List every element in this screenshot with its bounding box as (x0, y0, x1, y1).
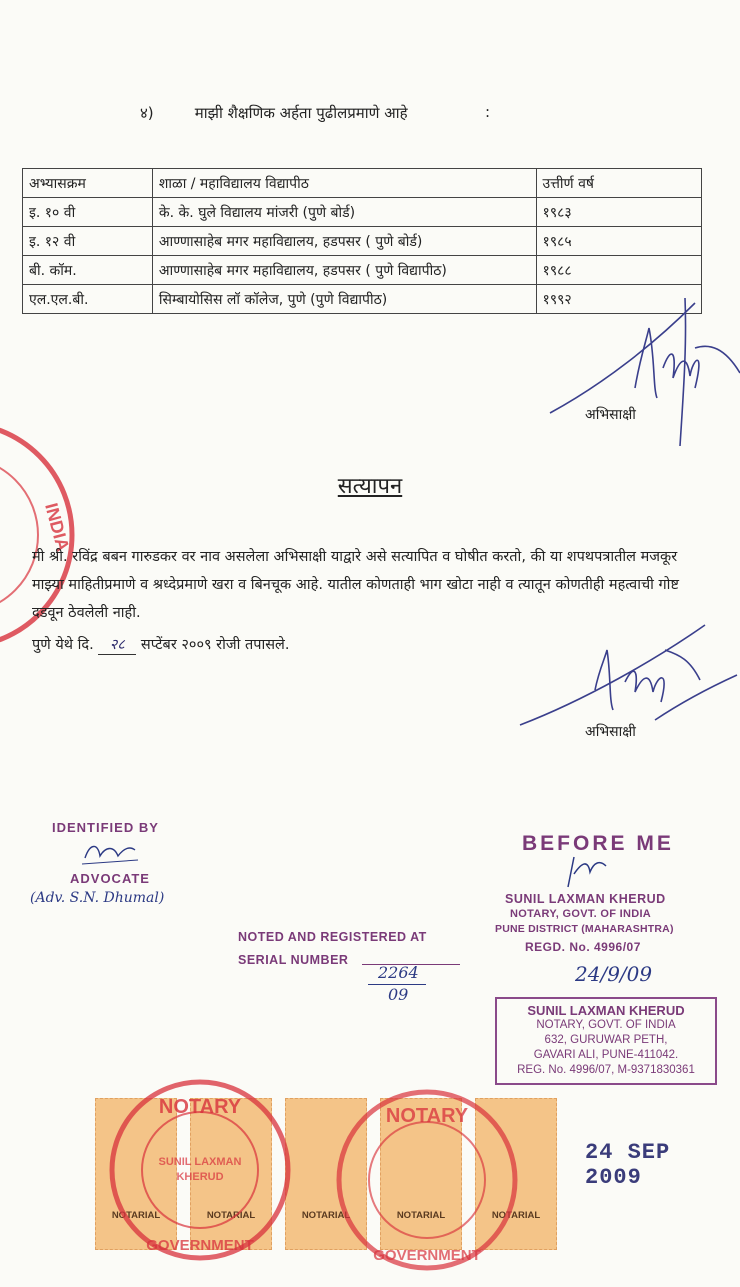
handwritten-day: २८ (98, 634, 136, 655)
signature-2 (515, 620, 740, 735)
notary-box-name: SUNIL LAXMAN KHERUD (527, 1003, 685, 1018)
notary-regd: REGD. No. 4996/07 (525, 940, 641, 954)
column-header-institution: शाळा / महाविद्यालय विद्यापीठ (152, 169, 536, 198)
notarial-stamp: NOTARIAL (285, 1098, 367, 1250)
cell-year: १९९२ (536, 285, 701, 314)
svg-text:SUNIL LAXMAN: SUNIL LAXMAN (158, 1156, 242, 1168)
notary-box-line4: REG. No. 4996/07, M-9371830361 (517, 1064, 695, 1076)
notarial-stamp: NOTARIAL (380, 1098, 462, 1250)
notary-seal-2 (335, 1080, 520, 1280)
svg-text:KHERUD: KHERUD (176, 1171, 224, 1183)
cell-course: बी. कॉम. (23, 256, 153, 285)
svg-text:NOTARY: NOTARY (385, 1105, 469, 1127)
svg-text:GOVERNMENT: GOVERNMENT (146, 1237, 254, 1254)
notary-box-line2: 632, GURUWAR PETH, (544, 1034, 668, 1046)
section-number: ४) (140, 104, 154, 122)
signature-1 (545, 288, 740, 448)
section-heading (140, 103, 491, 123)
notarial-stamp: NOTARIAL (95, 1098, 177, 1250)
noted-registered-label: NOTED AND REGISTERED AT (238, 930, 427, 944)
cell-course: एल.एल.बी. (23, 285, 153, 314)
notary-signature (560, 852, 610, 892)
advocate-signature (80, 838, 140, 868)
cell-institution: सिम्बायोसिस लॉ कॉलेज, पुणे (पुणे विद्यापीठ) (152, 285, 536, 314)
cell-year: १९८८ (536, 256, 701, 285)
advocate-label: ADVOCATE (70, 871, 150, 886)
notary-box-line1: NOTARY, GOVT. OF INDIA (536, 1019, 676, 1031)
cell-course: इ. १० वी (23, 198, 153, 227)
date-stamp: 24 SEP 2009 (585, 1140, 671, 1190)
svg-text:NOTARY: NOTARY (158, 1096, 242, 1118)
table-row (23, 227, 702, 256)
svg-text:GOVERNMENT: GOVERNMENT (373, 1247, 481, 1264)
place-prefix: पुणे येथे दि. (32, 637, 94, 653)
section-heading-text: माझी शैक्षणिक अर्हता पुढीलप्रमाणे आहे (194, 104, 408, 122)
signature-2-label: अभिसाक्षी (585, 724, 636, 740)
serial-handwritten-bottom: 09 (388, 985, 409, 1004)
cell-institution: आण्णासाहेब मगर महाविद्यालय, हडपसर ( पुणे विद्यापीठ) (152, 256, 536, 285)
verification-paragraph: मी श्री. रविंद्र बबन गारुडकर वर नाव असलेला अभिसाक्षी याद्वारे असे सत्यापित व घोषीत करतो, की या शपथपत्रातील मजकूर माझ्या माहितीप्रमाणे व श्रध्देप्रमाणे खरा व बिनचूक आहे. यातील कोणताही भाग खोटा नाही व त्यातून कोणतीही महत्वाची गोष्ट दडवून ठेवलेली नाही. (32, 549, 679, 621)
verification-title: सत्यापन (337, 474, 403, 499)
notary-seal-1 (105, 1075, 305, 1275)
table-header-row (23, 169, 702, 198)
notary-box-line3: GAVARI ALI, PUNE-411042. (533, 1049, 679, 1061)
serial-handwritten-top: 2264 (378, 963, 419, 982)
verification-place-date (32, 634, 289, 655)
notarial-stamp: NOTARIAL (190, 1098, 272, 1250)
before-me-label: BEFORE ME (522, 832, 674, 855)
notary-address-stamp (495, 997, 717, 1085)
notary-govt: NOTARY, GOVT. OF INDIA (510, 908, 652, 920)
advocate-name: (Adv. S.N. Dhumal) (30, 890, 165, 906)
signature-1-label: अभिसाक्षी (585, 407, 636, 423)
table-row (23, 256, 702, 285)
notary-handwritten-date: 24/9/09 (575, 962, 653, 986)
column-header-year: उत्तीर्ण वर्ष (536, 169, 701, 198)
cell-year: १९८३ (536, 198, 701, 227)
serial-number-label: SERIAL NUMBER (238, 953, 349, 967)
notary-district: PUNE DISTRICT (MAHARASHTRA) (495, 923, 674, 935)
cell-institution: के. के. घुले विद्यालय मांजरी (पुणे बोर्ड) (152, 198, 536, 227)
cell-course: इ. १२ वी (23, 227, 153, 256)
notary-name: SUNIL LAXMAN KHERUD (505, 892, 666, 906)
table-row (23, 198, 702, 227)
notarial-stamp: NOTARIAL (475, 1098, 557, 1250)
cell-institution: आण्णासाहेब मगर महाविद्यालय, हडपसर ( पुणे बोर्ड) (152, 227, 536, 256)
cell-year: १९८५ (536, 227, 701, 256)
column-header-course: अभ्यासक्रम (23, 169, 153, 198)
svg-text:INDIA: INDIA (41, 500, 74, 554)
place-suffix: सप्टेंबर २००९ रोजी तपासले. (140, 637, 290, 653)
identified-by-label: IDENTIFIED BY (52, 820, 159, 835)
section-colon: : (485, 103, 491, 121)
